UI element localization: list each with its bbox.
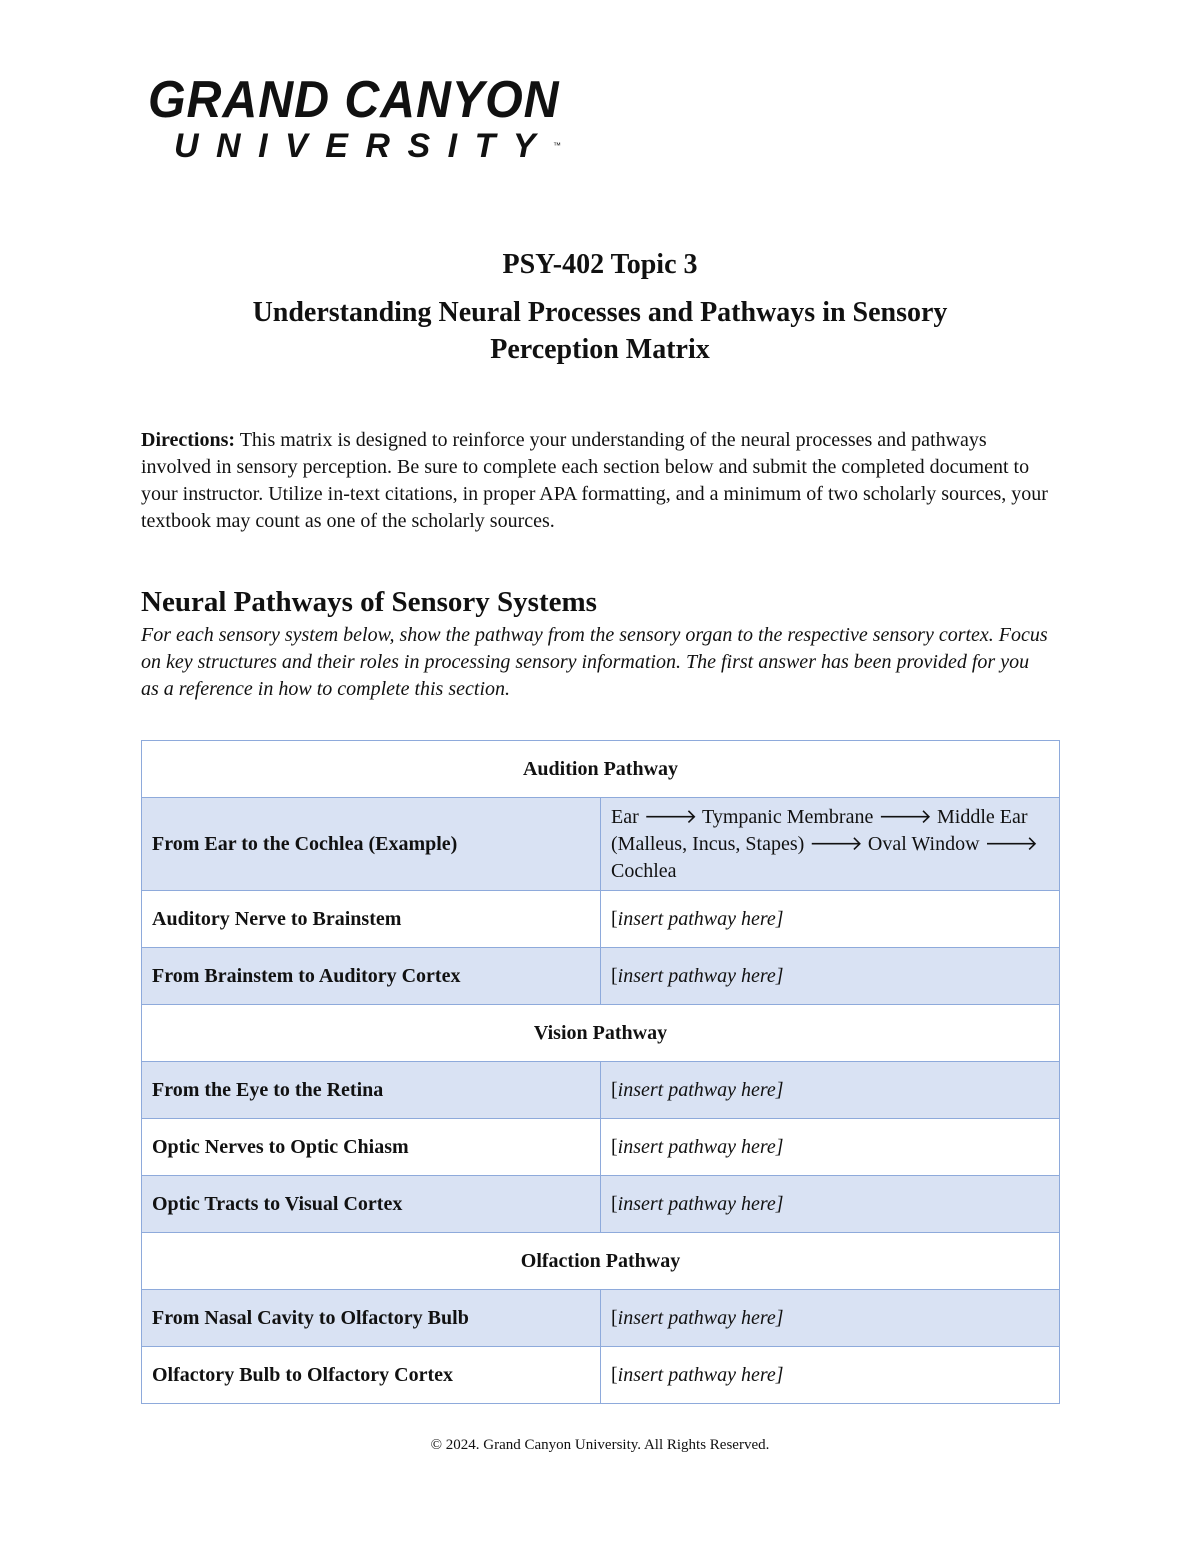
group-heading-audition: Audition Pathway (142, 741, 1060, 798)
row-answer-field[interactable] (601, 1062, 1060, 1119)
row-answer-field[interactable] (601, 891, 1060, 948)
row-answer-field[interactable] (601, 1347, 1060, 1404)
directions-paragraph (141, 427, 1061, 535)
answer-open-bracket: [ (611, 1306, 618, 1329)
table-row (142, 1347, 1060, 1404)
table-row (142, 948, 1060, 1005)
row-answer-field[interactable] (601, 1290, 1060, 1347)
row-label: Optic Nerves to Optic Chiasm (142, 1119, 601, 1176)
document-title: Understanding Neural Processes and Pathways in Sensory Perception Matrix (252, 297, 948, 365)
answer-open-bracket: [ (611, 1135, 618, 1158)
title-block (0, 248, 1200, 368)
table-row (142, 1290, 1060, 1347)
course-title: PSY-402 Topic 3 (502, 249, 698, 280)
table-row (142, 798, 1060, 891)
section-heading: Neural Pathways of Sensory Systems (141, 586, 597, 618)
row-label: From the Eye to the Retina (142, 1062, 601, 1119)
answer-placeholder: insert pathway here] (617, 1135, 784, 1158)
answer-open-bracket: [ (611, 964, 618, 987)
row-answer-field[interactable] (601, 948, 1060, 1005)
answer-open-bracket: [ (611, 1078, 618, 1101)
answer-placeholder: insert pathway here] (617, 1078, 784, 1101)
row-label: From Brainstem to Auditory Cortex (142, 948, 601, 1005)
row-label: Olfactory Bulb to Olfactory Cortex (142, 1347, 601, 1404)
logo-line-university (174, 128, 568, 164)
logo-line-grand-canyon: GRAND CANYON (148, 71, 560, 129)
pathway-matrix-table (141, 740, 1060, 1404)
row-label: Optic Tracts to Visual Cortex (142, 1176, 601, 1233)
section-intro: For each sensory system below, show the pathway from the sensory organ to the respective sensory cortex. Focus on key structures and their roles in processing sensory information. The first answer has been provided for you as a reference in how to complete this section. (141, 624, 1048, 700)
logo-university-text: UNIVERSITY (174, 127, 554, 165)
group-heading-olfaction: Olfaction Pathway (142, 1233, 1060, 1290)
directions-text: This matrix is designed to reinforce your understanding of the neural processes and pathways involved in sensory perception. Be sure to complete each section below and submit the completed document to your instructor. Utilize in-text citations, in proper APA formatting, and a minimum of two scholarly sources, your textbook may count as one of the scholarly sources. (141, 429, 1048, 532)
answer-placeholder: insert pathway here] (617, 964, 784, 987)
row-label: Auditory Nerve to Brainstem (142, 891, 601, 948)
row-label: From Nasal Cavity to Olfactory Bulb (142, 1290, 601, 1347)
row-label: From Ear to the Cochlea (Example) (142, 798, 601, 891)
copyright-footer: © 2024. Grand Canyon University. All Rights Reserved. (430, 1437, 770, 1453)
answer-placeholder: insert pathway here] (617, 1192, 784, 1215)
row-answer-example: Ear 🡒 Tympanic Membrane 🡒 Middle Ear (Malleus, Incus, Stapes) 🡒 Oval Window 🡒 Cochlea (601, 798, 1060, 891)
table-row (142, 1176, 1060, 1233)
answer-open-bracket: [ (611, 1363, 618, 1386)
answer-placeholder: insert pathway here] (617, 1306, 784, 1329)
answer-placeholder: insert pathway here] (617, 1363, 784, 1386)
answer-open-bracket: [ (611, 1192, 618, 1215)
group-row-olfaction (142, 1233, 1060, 1290)
table-row (142, 1119, 1060, 1176)
row-answer-field[interactable] (601, 1119, 1060, 1176)
answer-open-bracket: [ (611, 907, 618, 930)
group-row-audition (142, 741, 1060, 798)
group-heading-vision: Vision Pathway (142, 1005, 1060, 1062)
directions-label: Directions: (141, 429, 236, 451)
table-row (142, 1062, 1060, 1119)
group-row-vision (142, 1005, 1060, 1062)
answer-placeholder: insert pathway here] (617, 907, 784, 930)
university-logo (148, 71, 568, 165)
row-answer-field[interactable] (601, 1176, 1060, 1233)
logo-trademark: ™ (553, 141, 562, 150)
table-row (142, 891, 1060, 948)
